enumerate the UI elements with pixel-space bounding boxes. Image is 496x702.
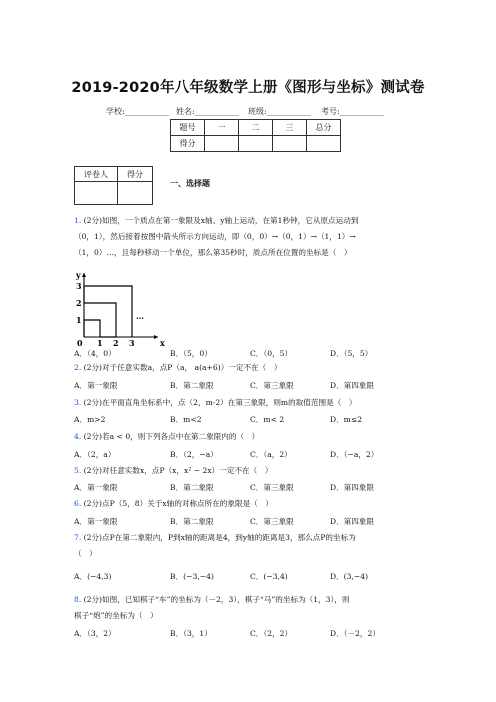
option-b: B．(−3,−4): [170, 572, 214, 581]
x-tick-label: 3: [129, 338, 135, 348]
y-tick-label: 3: [76, 281, 82, 291]
section-heading: 一、选择题: [170, 178, 210, 188]
option-a: A．（2，a）: [74, 450, 116, 459]
question-1-line-2: （0，1），然后接着按图中箭头所示方向运动，即（0，0）→（0，1）→（1，1）→: [74, 232, 356, 241]
question-number: 7.: [74, 533, 82, 542]
option-c: C．m< 2: [250, 415, 285, 424]
option-d: D．(3,−4): [330, 572, 369, 581]
option-d: D．（－2，2）: [330, 629, 380, 638]
grader-cell: [118, 182, 153, 205]
question-text: (2分)对于任意实数a，点P（a， a(a+6)）一定不在（ ）: [83, 363, 282, 372]
option-d: D．第四象限: [330, 381, 375, 390]
option-b: B．（5，0）: [170, 349, 212, 358]
question-number: 6.: [74, 499, 82, 508]
question-text: (2分)在平面直角坐标系中，点（2，m-2）在第三象限，则m的取值范围是（ ）: [83, 398, 357, 407]
option-d: D．（−a，2）: [330, 450, 379, 459]
score-header-cell: 一: [205, 120, 239, 136]
question-text: (2分)点P（5，8）关于x轴的对称点所在的象限是（ ）: [83, 499, 273, 508]
option-b: B．第二象限: [170, 381, 214, 390]
question-3-line-1: [74, 397, 356, 408]
option-b: B．（2，−a）: [170, 450, 218, 459]
option-b: B．m<2: [170, 415, 202, 424]
option-a: A．m>2: [74, 415, 106, 424]
question-number: 5.: [74, 466, 82, 475]
score-header-cell: 二: [239, 120, 273, 136]
option-a: A．（3，2）: [74, 629, 116, 638]
score-cell: [273, 136, 307, 152]
option-d: D．第四象限: [330, 483, 375, 492]
score-cell: [205, 136, 239, 152]
x-tick-label: 1: [97, 338, 103, 348]
y-tick-label: 2: [76, 298, 82, 308]
score-row-label: 得分: [171, 136, 205, 152]
y-tick-label: 1: [76, 315, 82, 325]
grader-table: [74, 166, 153, 205]
y-axis-arrow: [82, 273, 86, 277]
question-1-line-3: （1，0）…，且每秒移动一个单位，那么第35秒时，质点所在位置的坐标是（ ）: [74, 248, 352, 257]
option-a: A．（4，0）: [74, 349, 116, 358]
name-field: 姓名:___________: [176, 107, 239, 116]
option-d: D．第四象限: [330, 517, 375, 526]
origin-label: 0: [77, 338, 83, 348]
score-cell: [239, 136, 273, 152]
question-number: 1.: [74, 216, 82, 225]
option-b: B．（3，1）: [170, 629, 212, 638]
question-7-line-2: （ ）: [74, 549, 97, 558]
page-title: 2019-2020年八年级数学上册《图形与坐标》测试卷: [71, 80, 425, 96]
option-a: A．(−4,3): [74, 572, 112, 581]
option-a: A．第一象限: [74, 381, 118, 390]
coordinate-figure: [74, 269, 164, 347]
option-a: A．第一象限: [74, 483, 118, 492]
option-c: C．(−3,4): [250, 572, 288, 581]
school-field: 学校:___________: [106, 107, 169, 116]
question-number: 3.: [74, 398, 82, 407]
score-header-cell: 三: [273, 120, 307, 136]
question-6-line-1: [74, 498, 273, 509]
option-d: D．m≤2: [330, 415, 363, 424]
class-field: 班级:___________: [248, 107, 311, 116]
option-c: C．（0，5）: [250, 349, 293, 358]
question-7-line-1: [74, 532, 356, 543]
question-4-line-1: [74, 431, 259, 442]
x-tick-label: 2: [113, 338, 119, 348]
score-cell: [307, 136, 341, 152]
grader-cell: [75, 182, 118, 205]
option-b: B．第二象限: [170, 517, 214, 526]
grader-score-label: 得分: [118, 167, 153, 182]
y-axis-label: y: [76, 270, 81, 280]
question-1-line-1: [74, 215, 358, 226]
question-8-line-2: 棋子“炮”的坐标为（ ）: [74, 611, 158, 620]
option-c: C．（2，2）: [250, 629, 293, 638]
question-5-line-1: [74, 465, 272, 476]
score-table: [170, 119, 341, 152]
option-d: D．（5，5）: [330, 349, 373, 358]
option-c: C．第三象限: [250, 483, 294, 492]
option-c: C．第三象限: [250, 517, 294, 526]
question-text: (2分)如图，已知棋子“车”的坐标为（－2，3），棋子“马”的坐标为（1，3），则: [83, 595, 350, 604]
option-c: C．第三象限: [250, 381, 294, 390]
option-c: C．（a，2）: [250, 450, 292, 459]
question-text: (2分)对任意实数x，点P（x，x² − 2x）一定不在（ ）: [83, 466, 273, 475]
question-8-line-1: [74, 594, 350, 605]
x-axis-label: x: [160, 338, 165, 348]
exam-number-field: 考号:___________: [321, 107, 384, 116]
question-number: 8.: [74, 595, 82, 604]
x-axis-arrow: [154, 335, 158, 339]
question-text: (2分)如图，一个质点在第一象限及x轴、y轴上运动，在第1秒钟，它从原点运动到: [83, 216, 359, 225]
option-a: A．第一象限: [74, 517, 118, 526]
question-number: 4.: [74, 432, 82, 441]
grader-label: 评卷人: [75, 167, 118, 182]
option-b: B．第二象限: [170, 483, 214, 492]
score-header-cell: 总分: [307, 120, 341, 136]
score-header-cell: 题号: [171, 120, 205, 136]
question-2-line-1: [74, 362, 281, 373]
question-text: (2分)若a < 0，则下列各点中在第二象限内的（ ）: [83, 432, 260, 441]
question-number: 2.: [74, 363, 82, 372]
question-text: (2分)点P在第二象限内，P到x轴的距离是4，到y轴的距离是3，那么点P的坐标为: [83, 533, 356, 542]
movement-path: [84, 286, 132, 337]
continuation-ellipsis: …: [136, 311, 144, 321]
